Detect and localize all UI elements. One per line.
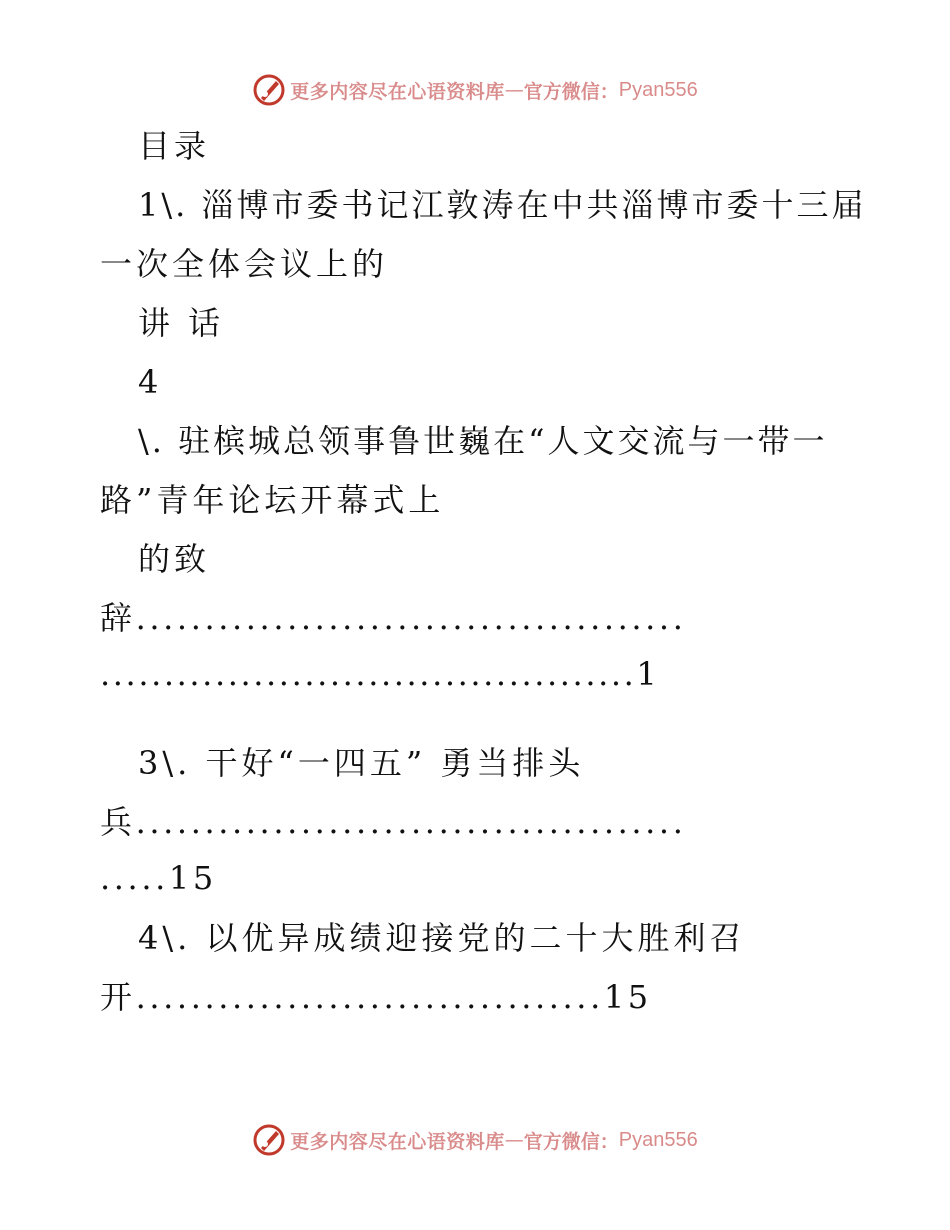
toc-item-3-page[interactable]: .....15 [100, 859, 217, 897]
toc-item-3-line-1[interactable]: 3\. 干好“一四五” 勇当排头 [138, 744, 585, 782]
toc-item-1-line-1[interactable]: 1\. 淄博市委书记江敦涛在中共淄博市委十三届 [138, 186, 867, 224]
toc-title: 目录 [138, 127, 211, 165]
toc-item-2-line-3[interactable]: 的致 [138, 540, 211, 578]
toc-item-2-line-2[interactable]: 路”青年论坛开幕式上 [100, 481, 445, 519]
watermark-dash: — [504, 79, 524, 101]
toc-item-3-line-2[interactable]: 兵........................................ [100, 803, 687, 841]
watermark-dash: — [504, 1129, 524, 1151]
pen-logo-icon [252, 1123, 286, 1157]
toc-item-2-line-1[interactable]: \. 驻槟城总领事鲁世巍在“人文交流与一带一 [138, 422, 828, 460]
toc-item-1-page[interactable]: 4 [138, 363, 163, 401]
footer-watermark [0, 1120, 950, 1160]
header-watermark [0, 70, 950, 110]
toc-item-4-line-1[interactable]: 4\. 以优异成绩迎接党的二十大胜利召 [138, 919, 746, 957]
toc-item-2-page[interactable]: ..........................................1 [100, 655, 660, 693]
toc-item-2-line-4[interactable]: 辞........................................ [100, 599, 687, 637]
watermark-text: 更多内容尽在心语资料库 [290, 80, 505, 103]
watermark-id: Pyan556 [618, 78, 698, 101]
watermark-official: 官方微信： [523, 80, 619, 103]
watermark-official: 官方微信： [523, 1130, 619, 1153]
pen-logo-icon [252, 73, 286, 107]
watermark-id: Pyan556 [618, 1128, 698, 1151]
watermark-text: 更多内容尽在心语资料库 [290, 1130, 505, 1153]
toc-item-1-line-2[interactable]: 一次全体会议上的 [100, 245, 389, 283]
toc-item-1-line-3[interactable]: 讲 话 [138, 304, 225, 342]
toc-item-4-page[interactable]: 开..................................15 [100, 978, 652, 1016]
